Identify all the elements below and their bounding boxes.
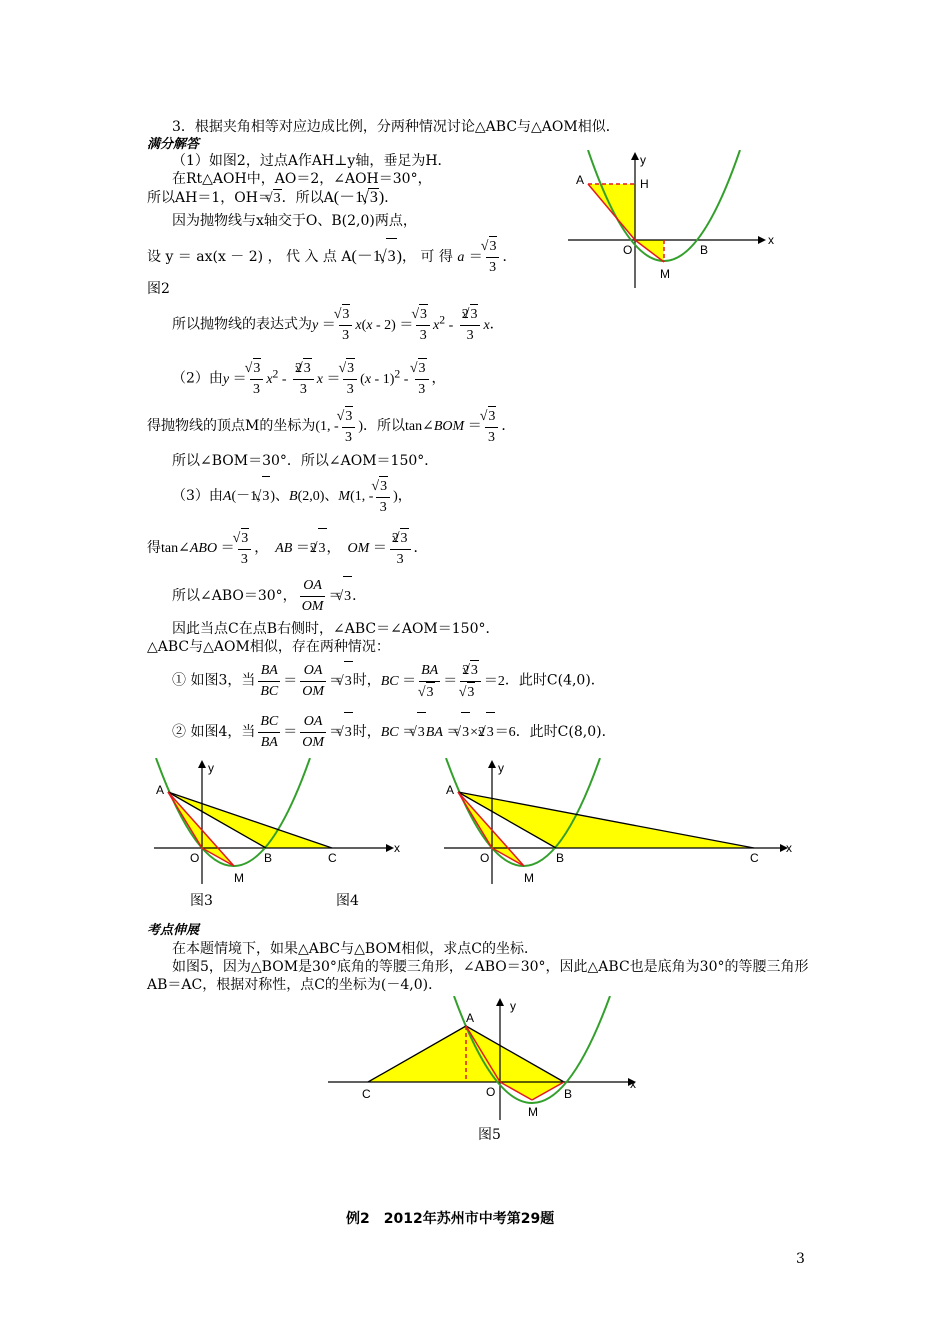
formula-line: 得抛物线的顶点M的坐标为(1, - √ $\frac{3}{3}$ )．所以tan∠BOM ＝ √ $\frac{3}{3}$ ． [147,406,515,448]
figure-caption: 图5 [478,1127,501,1143]
text-line: 设 y ＝ ax(x － 2) ， 代 入 点 A(－1,√ 3)， 可 得 a ＝ √ $\frac{3}{3}$ ． [147,236,516,278]
text-line: AB＝AC，根据对称性，点C的坐标为(－4,0)． [147,977,443,993]
figure-5 [320,996,650,1126]
svg-text:y: y [510,999,516,1013]
formula-line: 得tan∠ABO ＝ √ $\frac{3}{3}$ ， AB ＝2√ 3， OM ＝ $\frac{2√ 3}{3}$ ． [147,528,428,570]
svg-text:B: B [564,1087,573,1101]
svg-text:y: y [498,761,504,775]
svg-text:M: M [528,1105,538,1119]
svg-text:C: C [328,851,337,865]
figure-3 [148,758,408,888]
svg-text:M: M [660,267,670,281]
section-header-full-answer: 满分解答 [147,137,200,152]
text-line: 如图5，因为△BOM是30°底角的等腰三角形，∠ABO＝30°，因此△ABC也是底角为30°的等腰三角形 [172,959,809,975]
formula-line: （3）由A(－1,√ 3)、B(2,0)、M(1, - √ $\frac{3}{3}$ )， [172,476,412,518]
example-title: 例2 2012年苏州市中考第29题 [346,1211,555,1227]
svg-text:x: x [786,841,792,855]
svg-text:O: O [480,851,490,865]
svg-text:x: x [394,841,400,855]
svg-text:A: A [156,783,165,797]
svg-text:H: H [640,177,649,191]
svg-text:O: O [623,243,633,257]
formula-line: （2）由y ＝ √ $\frac{3}{3}$ $x^2$ - $\frac{2√ 3}{3}$ x ＝ √ $\frac{3}{3}$ (x - 1)$^2$ - √ $\frac{3}{3}$ ， [172,354,446,400]
svg-text:x: x [768,233,774,247]
svg-text:O: O [486,1085,496,1099]
figure-caption: 图3 [190,893,213,909]
svg-text:y: y [640,153,646,167]
text-line: 所以∠BOM＝30°．所以∠AOM＝150°． [172,453,439,469]
text-line: △ABC与△AOM相似，存在两种情况： [147,639,390,655]
svg-text:B: B [556,851,565,865]
case-2-line: ② 如图4，当 $\frac{BC}{BA}$ ＝ $\frac{OA}{OM}$ ＝√ 3时，BC ＝√ 3BA ＝√ 3×2√ 3＝6．此时C(8,0)． [172,712,616,753]
text-line: 在本题情境下，如果△ABC与△BOM相似，求点C的坐标． [172,941,538,957]
figure-2 [560,150,780,290]
svg-text:B: B [264,851,273,865]
svg-text:A: A [576,173,585,187]
text-line: 因为抛物线与x轴交于O、B(2,0)两点， [172,213,417,229]
formula-line: 所以∠ABO＝30°， $\frac{OA}{OM}$ ＝√ 3． [172,576,366,617]
svg-text:B: B [700,243,709,257]
svg-text:y: y [208,761,214,775]
formula-line: 所以抛物线的表达式为y ＝ √ $\frac{3}{3}$ x(x - 2) ＝ √ $\frac{3}{3}$ $x^2$ - $\frac{2√ 3}{3}$ x． [172,300,504,346]
case-1-line: ① 如图3，当 $\frac{BA}{BC}$ ＝ $\frac{OA}{OM}$ ＝√ 3时，BC ＝ BA √ 3 ＝ 2√ 3 √ 3 ＝2．此时C(4,0)． [172,660,605,703]
text-line: （1）如图2，过点A作AH⊥y轴，垂足为H． [172,153,452,169]
text-line: 在Rt△AOH中，AO＝2，∠AOH＝30°， [172,171,432,187]
text-line: 因此当点C在点B右侧时，∠ABC＝∠AOM＝150°． [172,621,500,637]
svg-text:C: C [362,1087,371,1101]
hint-line: 3．根据夹角相等对应边成比例，分两种情况讨论△ABC与△AOM相似． [172,119,620,135]
figure-caption: 图4 [336,893,359,909]
svg-text:A: A [466,1011,475,1025]
figure-caption: 图2 [147,281,170,297]
page-number: 3 [796,1251,805,1267]
svg-text:M: M [524,871,534,885]
section-header-extension: 考点伸展 [147,923,200,938]
figure-4 [438,758,798,888]
svg-text:x: x [630,1077,636,1091]
text-line: 所以AH＝1，OH＝√ 3．所以A(－1,√ 3)． [147,188,398,208]
svg-text:C: C [750,851,759,865]
svg-text:O: O [190,851,200,865]
svg-text:M: M [234,871,244,885]
svg-text:A: A [446,783,455,797]
